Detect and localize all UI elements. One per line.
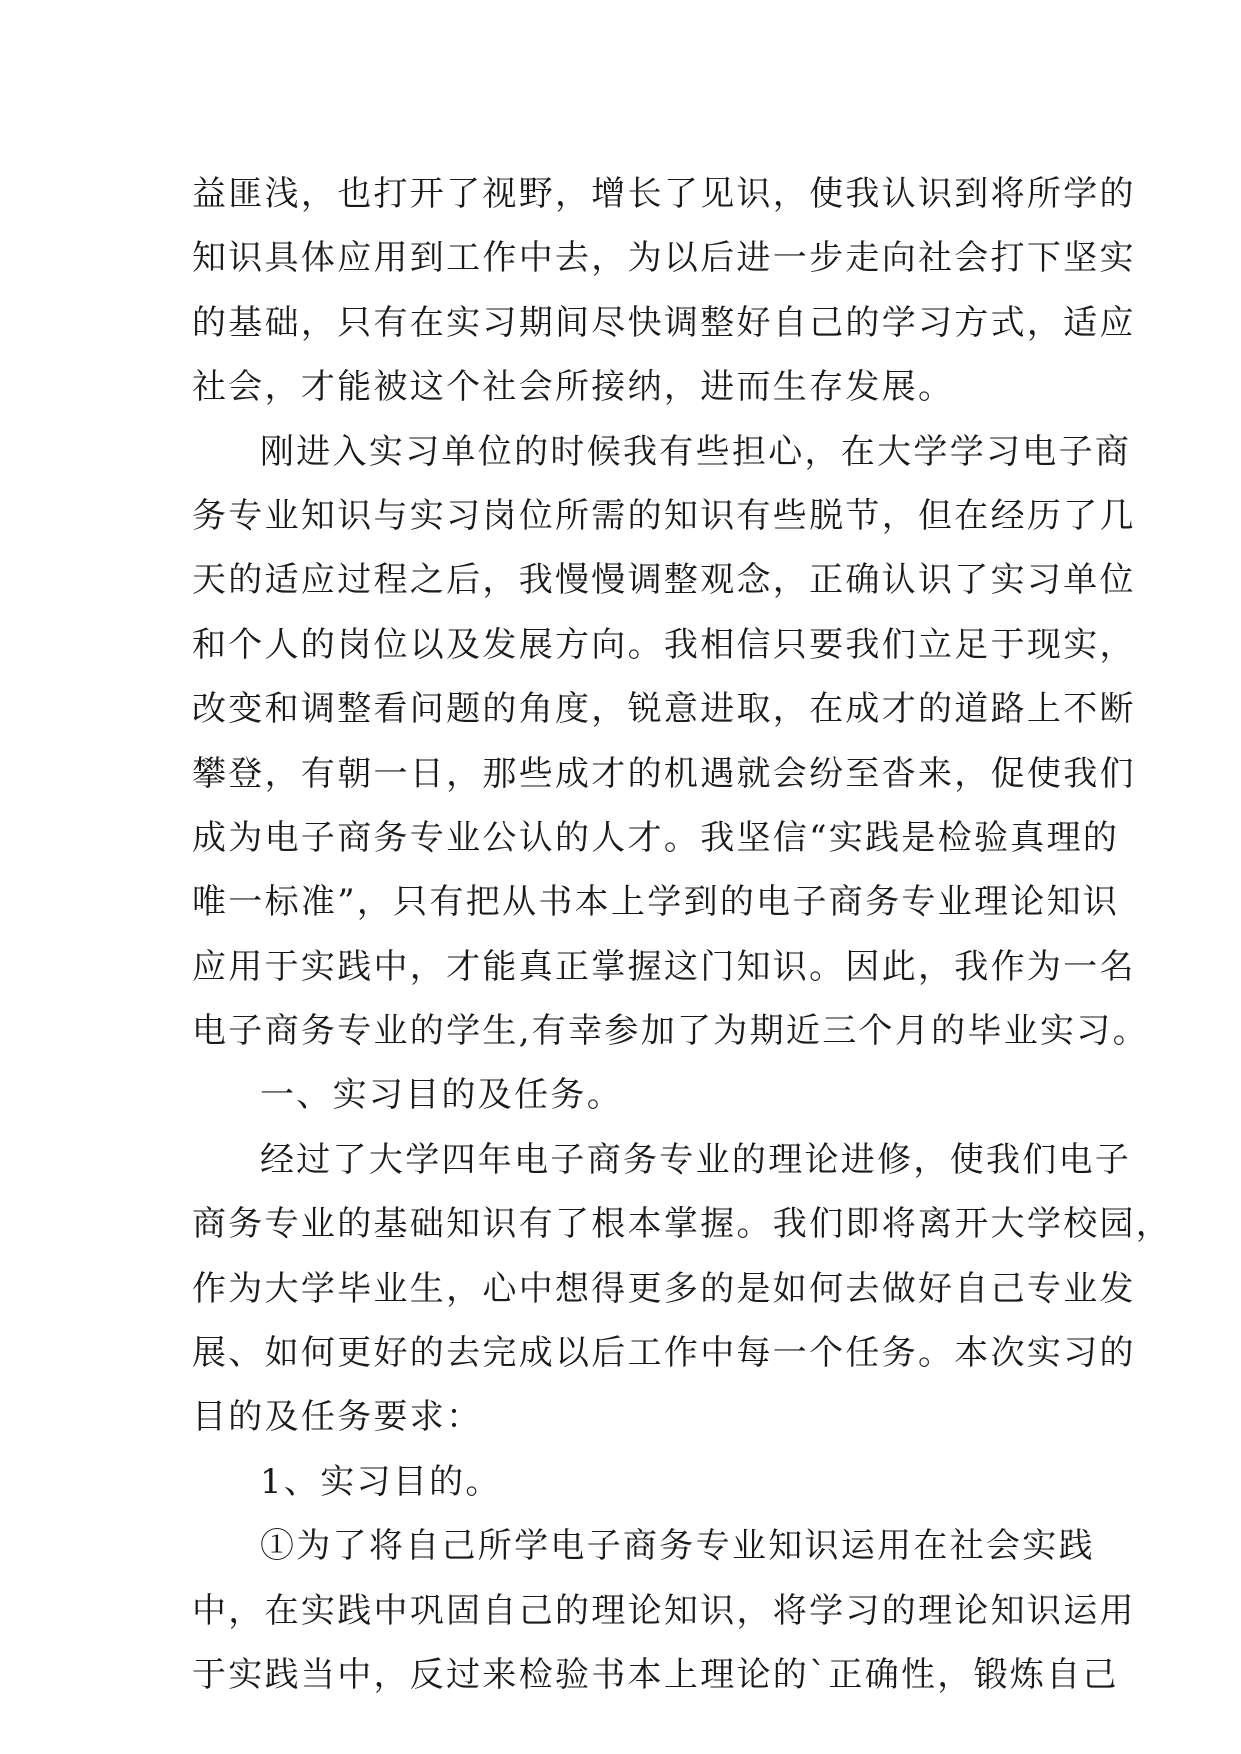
text-line: 攀登，有朝一日，那些成才的机遇就会纷至沓来，促使我们 [192, 753, 1136, 794]
text-line: 于实践当中，反过来检验书本上理论的`正确性，锻炼自己 [192, 1654, 1119, 1695]
text-line: 商务专业的基础知识有了根本掌握。我们即将离开大学校园， [192, 1204, 1173, 1245]
text-line: 改变和调整看问题的角度，锐意进取，在成才的道路上不断 [192, 689, 1136, 730]
text-line: 电子商务专业的学生,有幸参加了为期近三个月的毕业实习。 [192, 1011, 1149, 1052]
text-line: 的基础，只有在实习期间尽快调整好自己的学习方式，适应 [192, 302, 1136, 343]
text-line: 目的及任务要求： [192, 1397, 483, 1438]
text-line: 应用于实践中，才能真正掌握这门知识。因此，我作为一名 [192, 946, 1136, 987]
text-line: 刚进入实习单位的时候我有些担心，在大学学习电子商 [260, 431, 1132, 472]
text-line: 社会，才能被这个社会所接纳，进而生存发展。 [192, 367, 955, 408]
text-line: ①为了将自己所学电子商务专业知识运用在社会实践 [260, 1526, 1095, 1567]
text-line: 一、实习目的及任务。 [260, 1075, 623, 1116]
text-line: 务专业知识与实习岗位所需的知识有些脱节，但在经历了几 [192, 495, 1136, 536]
text-line: 唯一标准”，只有把从书本上学到的电子商务专业理论知识 [192, 882, 1120, 923]
text-line: 作为大学毕业生，心中想得更多的是如何去做好自己专业发 [192, 1268, 1136, 1309]
text-line: 成为电子商务专业公认的人才。我坚信“实践是检验真理的 [192, 817, 1120, 858]
text-line: 1、实习目的。 [260, 1461, 502, 1502]
text-line: 和个人的岗位以及发展方向。我相信只要我们立足于现实， [192, 624, 1136, 665]
text-line: 中，在实践中巩固自己的理论知识，将学习的理论知识运用 [192, 1590, 1136, 1631]
text-line: 知识具体应用到工作中去，为以后进一步走向社会打下坚实 [192, 238, 1136, 279]
text-line: 经过了大学四年电子商务专业的理论进修，使我们电子 [260, 1139, 1132, 1180]
text-line: 展、如何更好的去完成以后工作中每一个任务。本次实习的 [192, 1333, 1136, 1374]
text-line: 益匪浅，也打开了视野，增长了见识，使我认识到将所学的 [192, 174, 1136, 214]
text-line: 天的适应过程之后，我慢慢调整观念，正确认识了实习单位 [192, 560, 1136, 601]
document-body [192, 162, 1173, 1707]
